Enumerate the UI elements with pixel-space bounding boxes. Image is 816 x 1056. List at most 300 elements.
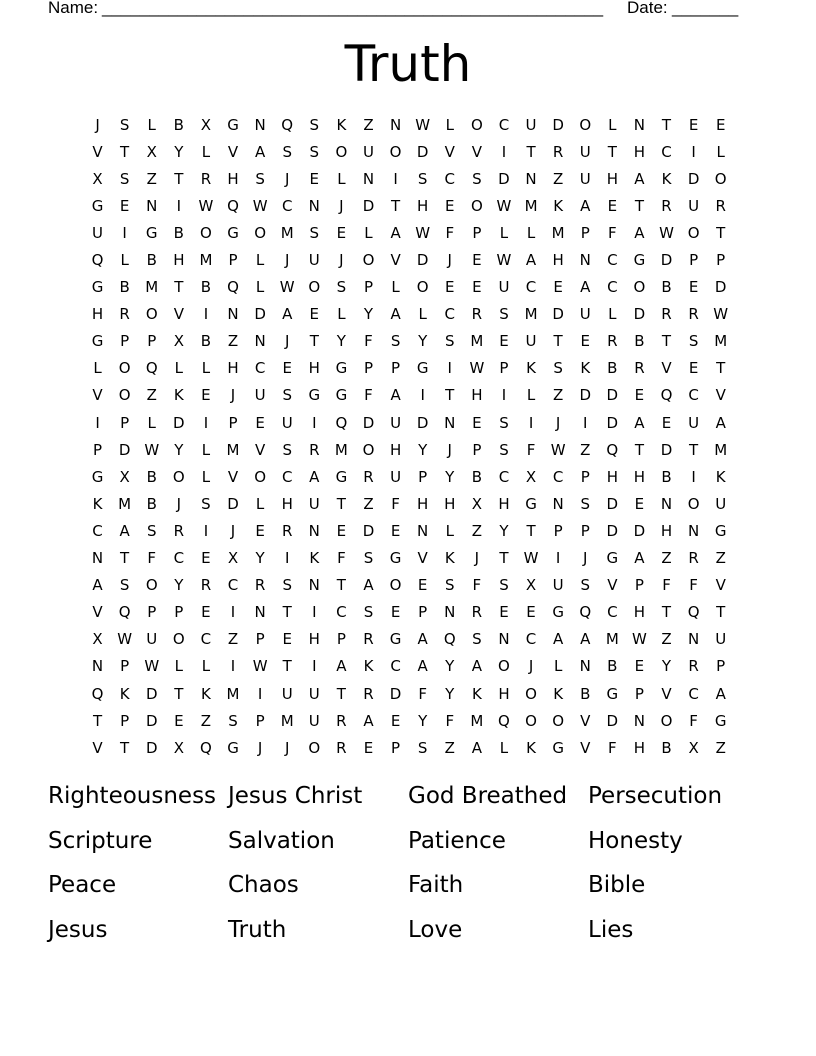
grid-letter[interactable]: I	[230, 603, 236, 622]
grid-letter[interactable]: R	[173, 521, 185, 540]
grid-letter[interactable]: S	[363, 549, 374, 568]
grid-letter[interactable]: Y	[336, 332, 346, 351]
grid-letter[interactable]: Q	[443, 630, 456, 649]
grid-letter[interactable]: X	[146, 142, 157, 161]
grid-letter[interactable]: A	[92, 576, 103, 595]
grid-letter[interactable]: U	[552, 576, 564, 595]
grid-letter[interactable]: R	[688, 305, 699, 324]
grid-letter[interactable]: F	[689, 711, 698, 730]
grid-letter[interactable]: V	[580, 711, 591, 730]
grid-letter[interactable]: D	[416, 251, 429, 270]
grid-letter[interactable]: S	[201, 494, 211, 513]
grid-letter[interactable]: D	[227, 494, 239, 513]
grid-letter[interactable]: A	[715, 684, 726, 703]
grid-letter[interactable]: P	[580, 521, 590, 540]
grid-letter[interactable]: N	[308, 196, 320, 215]
grid-letter[interactable]: I	[176, 196, 182, 215]
grid-letter[interactable]: P	[174, 603, 184, 622]
grid-letter[interactable]: A	[553, 630, 564, 649]
grid-letter[interactable]: O	[118, 386, 131, 405]
grid-letter[interactable]: L	[364, 223, 373, 242]
grid-letter[interactable]: H	[91, 305, 104, 324]
grid-letter[interactable]: H	[227, 359, 239, 378]
grid-letter[interactable]: B	[146, 494, 157, 513]
grid-letter[interactable]: N	[389, 115, 402, 134]
grid-letter[interactable]: V	[254, 440, 266, 459]
grid-letter[interactable]: S	[255, 169, 265, 188]
grid-letter[interactable]: X	[525, 467, 537, 486]
grid-letter[interactable]: I	[691, 467, 696, 486]
grid-letter[interactable]: G	[714, 521, 727, 540]
grid-letter[interactable]: R	[336, 738, 347, 757]
grid-letter[interactable]: K	[580, 359, 591, 378]
grid-letter[interactable]: Q	[335, 413, 348, 432]
grid-letter[interactable]: A	[471, 738, 482, 757]
grid-letter[interactable]: W	[415, 223, 431, 242]
grid-letter[interactable]: G	[389, 549, 402, 568]
grid-letter[interactable]: V	[580, 738, 591, 757]
grid-letter[interactable]: L	[716, 142, 725, 161]
grid-letter[interactable]: P	[499, 359, 509, 378]
grid-letter[interactable]: P	[147, 332, 157, 351]
grid-letter[interactable]: T	[499, 549, 509, 568]
grid-letter[interactable]: L	[608, 305, 617, 324]
grid-letter[interactable]: J	[583, 549, 588, 568]
grid-letter[interactable]: F	[418, 684, 427, 703]
grid-letter[interactable]: S	[445, 332, 455, 351]
grid-letter[interactable]: I	[447, 359, 452, 378]
grid-letter[interactable]: E	[255, 413, 265, 432]
grid-letter[interactable]: M	[714, 440, 728, 459]
grid-letter[interactable]: D	[145, 711, 158, 730]
grid-letter[interactable]: C	[688, 386, 699, 405]
grid-letter[interactable]: F	[337, 549, 346, 568]
grid-letter[interactable]: O	[470, 115, 483, 134]
grid-letter[interactable]: N	[687, 521, 700, 540]
grid-letter[interactable]: E	[417, 576, 428, 595]
grid-letter[interactable]: K	[526, 738, 536, 757]
grid-letter[interactable]: E	[715, 115, 726, 134]
grid-letter[interactable]: M	[714, 332, 728, 351]
grid-letter[interactable]: F	[391, 494, 400, 513]
grid-letter[interactable]: T	[92, 711, 103, 730]
grid-letter[interactable]: D	[606, 413, 619, 432]
grid-letter[interactable]: E	[201, 603, 211, 622]
grid-letter[interactable]: G	[91, 467, 104, 486]
grid-letter[interactable]: Z	[146, 386, 157, 405]
grid-letter[interactable]: P	[716, 251, 726, 270]
grid-letter[interactable]: U	[688, 413, 700, 432]
grid-letter[interactable]: L	[147, 413, 156, 432]
grid-letter[interactable]: I	[203, 413, 209, 432]
grid-letter[interactable]: B	[607, 657, 618, 676]
grid-letter[interactable]: Z	[146, 169, 157, 188]
grid-letter[interactable]: E	[336, 521, 347, 540]
grid-letter[interactable]: L	[391, 278, 400, 297]
grid-letter[interactable]: G	[606, 549, 619, 568]
grid-letter[interactable]: S	[282, 142, 292, 161]
grid-letter[interactable]: Y	[174, 440, 184, 459]
grid-letter[interactable]: N	[91, 549, 104, 568]
grid-letter[interactable]: M	[226, 684, 240, 703]
grid-letter[interactable]: E	[472, 278, 482, 297]
grid-letter[interactable]: F	[147, 549, 157, 568]
grid-letter[interactable]: B	[146, 251, 157, 270]
grid-letter[interactable]: R	[634, 359, 645, 378]
grid-letter[interactable]: D	[633, 305, 646, 324]
grid-letter[interactable]: I	[528, 413, 534, 432]
grid-letter[interactable]: Z	[200, 711, 212, 730]
grid-letter[interactable]: R	[688, 657, 699, 676]
grid-letter[interactable]: B	[119, 278, 130, 297]
grid-letter[interactable]: H	[633, 142, 646, 161]
grid-letter[interactable]: P	[120, 332, 130, 351]
grid-letter[interactable]: M	[470, 711, 484, 730]
grid-letter[interactable]: Q	[145, 359, 158, 378]
grid-letter[interactable]: L	[255, 251, 265, 270]
grid-letter[interactable]: Q	[579, 603, 592, 622]
grid-letter[interactable]: V	[417, 549, 428, 568]
grid-letter[interactable]: Q	[227, 196, 239, 215]
grid-letter[interactable]: D	[660, 251, 673, 270]
grid-letter[interactable]: E	[526, 603, 536, 622]
grid-letter[interactable]: E	[390, 521, 401, 540]
grid-letter[interactable]: H	[471, 386, 483, 405]
grid-letter[interactable]: M	[524, 196, 538, 215]
grid-letter[interactable]: P	[472, 440, 482, 459]
grid-letter[interactable]: R	[471, 305, 483, 324]
grid-letter[interactable]: L	[93, 359, 102, 378]
grid-letter[interactable]: E	[445, 278, 455, 297]
grid-letter[interactable]: L	[120, 251, 129, 270]
grid-letter[interactable]: S	[417, 738, 428, 757]
grid-letter[interactable]: O	[633, 278, 646, 297]
grid-letter[interactable]: Z	[553, 169, 564, 188]
grid-letter[interactable]: J	[284, 169, 290, 188]
grid-letter[interactable]: E	[309, 169, 320, 188]
grid-letter[interactable]: U	[579, 305, 591, 324]
grid-letter[interactable]: A	[254, 142, 266, 161]
grid-letter[interactable]: T	[634, 196, 644, 215]
grid-letter[interactable]: N	[308, 576, 320, 595]
grid-letter[interactable]: O	[579, 115, 592, 134]
grid-letter[interactable]: C	[281, 467, 293, 486]
grid-letter[interactable]: I	[95, 413, 100, 432]
grid-letter[interactable]: T	[661, 603, 672, 622]
grid-letter[interactable]: D	[416, 142, 429, 161]
grid-letter[interactable]: M	[334, 440, 348, 459]
grid-letter[interactable]: D	[118, 440, 131, 459]
grid-letter[interactable]: A	[363, 576, 374, 595]
grid-letter[interactable]: X	[200, 115, 212, 134]
grid-letter[interactable]: R	[309, 440, 320, 459]
grid-letter[interactable]: E	[445, 196, 455, 215]
grid-letter[interactable]: Z	[661, 630, 672, 649]
grid-letter[interactable]: S	[282, 386, 292, 405]
grid-letter[interactable]: G	[227, 738, 239, 757]
grid-letter[interactable]: Z	[715, 549, 726, 568]
grid-letter[interactable]: V	[661, 359, 672, 378]
grid-letter[interactable]: E	[309, 305, 320, 324]
grid-letter[interactable]: O	[525, 684, 537, 703]
grid-letter[interactable]: Q	[200, 738, 212, 757]
grid-letter[interactable]: N	[444, 603, 456, 622]
grid-letter[interactable]: L	[174, 359, 183, 378]
grid-letter[interactable]: X	[92, 630, 103, 649]
grid-letter[interactable]: T	[634, 440, 644, 459]
grid-letter[interactable]: G	[633, 251, 646, 270]
grid-letter[interactable]: P	[391, 738, 401, 757]
grid-letter[interactable]: H	[417, 494, 429, 513]
grid-letter[interactable]: V	[227, 467, 239, 486]
grid-letter[interactable]: L	[337, 169, 346, 188]
grid-letter[interactable]: Z	[471, 521, 482, 540]
grid-letter[interactable]: F	[662, 576, 671, 595]
grid-letter[interactable]: R	[688, 549, 699, 568]
grid-letter[interactable]: U	[390, 467, 402, 486]
grid-letter[interactable]: D	[362, 413, 375, 432]
grid-letter[interactable]: G	[525, 494, 537, 513]
grid-letter[interactable]: L	[255, 278, 265, 297]
date-blank-line[interactable]: _______	[672, 0, 739, 17]
grid-letter[interactable]: U	[498, 278, 510, 297]
grid-letter[interactable]: T	[174, 684, 184, 703]
grid-letter[interactable]: I	[122, 223, 127, 242]
grid-letter[interactable]: D	[173, 413, 185, 432]
grid-letter[interactable]: T	[716, 359, 726, 378]
grid-letter[interactable]: U	[579, 142, 591, 161]
grid-letter[interactable]: S	[499, 413, 509, 432]
grid-letter[interactable]: O	[498, 657, 510, 676]
grid-letter[interactable]: L	[499, 738, 509, 757]
grid-letter[interactable]: H	[633, 738, 646, 757]
grid-letter[interactable]: R	[363, 467, 374, 486]
grid-letter[interactable]: A	[282, 305, 293, 324]
grid-letter[interactable]: R	[363, 684, 374, 703]
grid-letter[interactable]: S	[363, 603, 374, 622]
grid-letter[interactable]: C	[444, 305, 455, 324]
grid-letter[interactable]: F	[445, 711, 455, 730]
grid-letter[interactable]: E	[499, 332, 509, 351]
grid-letter[interactable]: F	[608, 223, 617, 242]
grid-letter[interactable]: W	[496, 251, 512, 270]
grid-letter[interactable]: O	[687, 223, 700, 242]
grid-letter[interactable]: G	[227, 223, 239, 242]
grid-letter[interactable]: W	[279, 278, 295, 297]
grid-letter[interactable]: B	[200, 278, 212, 297]
grid-letter[interactable]: S	[553, 359, 563, 378]
grid-letter[interactable]: U	[390, 413, 402, 432]
grid-letter[interactable]: W	[469, 359, 485, 378]
grid-letter[interactable]: E	[201, 549, 211, 568]
grid-letter[interactable]: P	[553, 521, 563, 540]
grid-letter[interactable]: D	[362, 521, 375, 540]
grid-letter[interactable]: E	[634, 494, 645, 513]
grid-letter[interactable]: G	[606, 684, 619, 703]
grid-letter[interactable]: T	[336, 494, 346, 513]
grid-letter[interactable]: K	[471, 684, 482, 703]
grid-letter[interactable]: R	[200, 169, 212, 188]
grid-letter[interactable]: O	[172, 467, 185, 486]
grid-letter[interactable]: I	[555, 549, 561, 568]
grid-letter[interactable]: V	[173, 305, 184, 324]
grid-letter[interactable]: J	[528, 657, 534, 676]
grid-letter[interactable]: U	[715, 630, 727, 649]
grid-letter[interactable]: H	[173, 251, 185, 270]
grid-letter[interactable]: A	[336, 657, 347, 676]
grid-letter[interactable]: K	[444, 549, 455, 568]
grid-letter[interactable]: E	[255, 521, 265, 540]
grid-letter[interactable]: P	[689, 251, 699, 270]
grid-letter[interactable]: X	[92, 169, 103, 188]
grid-letter[interactable]: V	[715, 386, 726, 405]
grid-letter[interactable]: L	[418, 305, 427, 324]
grid-letter[interactable]: P	[363, 359, 373, 378]
grid-letter[interactable]: O	[687, 494, 700, 513]
grid-letter[interactable]: G	[335, 467, 348, 486]
grid-letter[interactable]: C	[444, 169, 455, 188]
grid-letter[interactable]: D	[498, 169, 510, 188]
grid-letter[interactable]: J	[284, 251, 290, 270]
grid-letter[interactable]: C	[254, 359, 266, 378]
grid-letter[interactable]: G	[714, 711, 727, 730]
grid-letter[interactable]: P	[363, 278, 373, 297]
grid-letter[interactable]: S	[228, 711, 238, 730]
grid-letter[interactable]: C	[607, 278, 618, 297]
grid-letter[interactable]: O	[470, 196, 483, 215]
grid-letter[interactable]: A	[580, 630, 591, 649]
grid-letter[interactable]: L	[255, 494, 265, 513]
grid-letter[interactable]: U	[525, 332, 537, 351]
grid-letter[interactable]: O	[552, 711, 565, 730]
grid-letter[interactable]: G	[335, 359, 348, 378]
grid-letter[interactable]: C	[336, 603, 347, 622]
grid-letter[interactable]: A	[634, 413, 645, 432]
grid-letter[interactable]: H	[417, 196, 429, 215]
grid-letter[interactable]: M	[226, 440, 240, 459]
grid-letter[interactable]: D	[714, 278, 727, 297]
grid-letter[interactable]: D	[362, 196, 375, 215]
grid-letter[interactable]: H	[498, 494, 510, 513]
grid-letter[interactable]: V	[607, 576, 618, 595]
grid-letter[interactable]: A	[580, 278, 591, 297]
grid-letter[interactable]: O	[254, 467, 267, 486]
grid-letter[interactable]: D	[416, 413, 429, 432]
grid-letter[interactable]: I	[501, 142, 507, 161]
grid-letter[interactable]: T	[174, 278, 184, 297]
grid-letter[interactable]: E	[119, 196, 130, 215]
grid-letter[interactable]: H	[633, 467, 646, 486]
grid-letter[interactable]: L	[201, 657, 211, 676]
grid-letter[interactable]: P	[472, 223, 482, 242]
grid-letter[interactable]: H	[606, 467, 618, 486]
grid-letter[interactable]: S	[309, 142, 320, 161]
grid-letter[interactable]: Y	[174, 576, 184, 595]
grid-letter[interactable]: M	[280, 711, 294, 730]
grid-letter[interactable]: C	[173, 549, 185, 568]
grid-letter[interactable]: V	[92, 386, 103, 405]
grid-letter[interactable]: L	[499, 223, 509, 242]
grid-letter[interactable]: C	[661, 142, 672, 161]
grid-letter[interactable]: U	[688, 196, 700, 215]
grid-letter[interactable]: T	[309, 332, 319, 351]
grid-letter[interactable]: I	[230, 657, 236, 676]
grid-letter[interactable]: J	[447, 440, 452, 459]
grid-letter[interactable]: Y	[445, 467, 455, 486]
grid-letter[interactable]: K	[336, 115, 347, 134]
grid-letter[interactable]: N	[633, 711, 646, 730]
grid-letter[interactable]: D	[145, 738, 158, 757]
grid-letter[interactable]: D	[254, 305, 266, 324]
grid-letter[interactable]: E	[580, 332, 590, 351]
grid-letter[interactable]: D	[606, 711, 619, 730]
grid-letter[interactable]: S	[336, 278, 347, 297]
grid-letter[interactable]: A	[390, 223, 401, 242]
grid-letter[interactable]: C	[390, 657, 401, 676]
grid-letter[interactable]: W	[550, 440, 566, 459]
grid-letter[interactable]: L	[174, 657, 183, 676]
grid-letter[interactable]: N	[444, 413, 456, 432]
grid-letter[interactable]: P	[391, 359, 401, 378]
grid-letter[interactable]: R	[661, 196, 672, 215]
grid-letter[interactable]: P	[255, 630, 265, 649]
grid-letter[interactable]: S	[688, 332, 699, 351]
grid-letter[interactable]: A	[119, 521, 130, 540]
grid-letter[interactable]: E	[282, 359, 292, 378]
grid-letter[interactable]: N	[227, 305, 239, 324]
grid-letter[interactable]: O	[714, 169, 727, 188]
grid-letter[interactable]: J	[555, 413, 561, 432]
grid-letter[interactable]: J	[474, 549, 480, 568]
grid-letter[interactable]: B	[661, 467, 672, 486]
grid-letter[interactable]: T	[716, 603, 726, 622]
grid-letter[interactable]: P	[580, 467, 590, 486]
grid-letter[interactable]: O	[118, 359, 131, 378]
grid-letter[interactable]: N	[91, 657, 104, 676]
grid-letter[interactable]: O	[254, 223, 267, 242]
grid-letter[interactable]: N	[552, 494, 564, 513]
grid-letter[interactable]: T	[120, 549, 130, 568]
grid-letter[interactable]: K	[661, 169, 672, 188]
grid-letter[interactable]: W	[117, 630, 133, 649]
grid-letter[interactable]: I	[203, 305, 209, 324]
grid-letter[interactable]: R	[336, 711, 347, 730]
grid-letter[interactable]: G	[91, 332, 104, 351]
grid-letter[interactable]: M	[605, 630, 619, 649]
grid-letter[interactable]: S	[119, 576, 130, 595]
grid-letter[interactable]: Q	[606, 440, 619, 459]
grid-letter[interactable]: P	[120, 711, 130, 730]
grid-letter[interactable]: M	[280, 223, 294, 242]
grid-letter[interactable]: N	[687, 630, 700, 649]
grid-letter[interactable]: E	[174, 711, 184, 730]
grid-letter[interactable]: L	[553, 657, 563, 676]
grid-letter[interactable]: E	[688, 359, 699, 378]
grid-letter[interactable]: H	[606, 169, 618, 188]
grid-letter[interactable]: L	[147, 115, 156, 134]
grid-letter[interactable]: I	[393, 169, 398, 188]
grid-letter[interactable]: T	[553, 332, 563, 351]
grid-letter[interactable]: F	[445, 223, 455, 242]
grid-letter[interactable]: S	[309, 223, 320, 242]
grid-letter[interactable]: N	[308, 521, 320, 540]
grid-letter[interactable]: K	[363, 657, 374, 676]
grid-letter[interactable]: Z	[715, 738, 726, 757]
grid-letter[interactable]: N	[254, 115, 266, 134]
grid-letter[interactable]: E	[472, 413, 482, 432]
grid-letter[interactable]: O	[335, 142, 348, 161]
grid-letter[interactable]: S	[282, 440, 292, 459]
